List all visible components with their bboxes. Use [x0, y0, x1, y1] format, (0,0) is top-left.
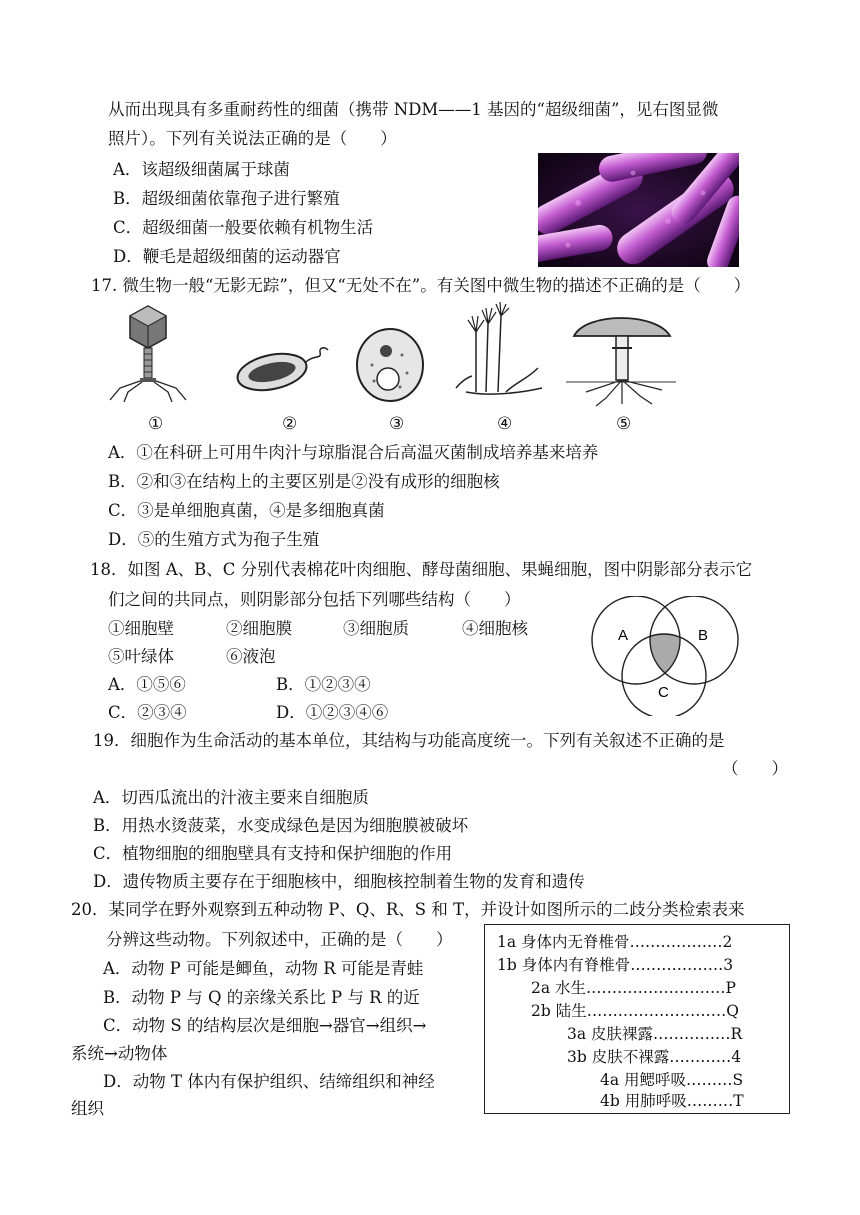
- bacteriophage-figure: [106, 304, 191, 404]
- yeast-cell-figure: [352, 325, 428, 405]
- mushroom-figure: [566, 308, 676, 408]
- q18-structure-1: ①细胞壁: [108, 619, 174, 638]
- key-line-1a: 1a 身体内无脊椎骨………………2: [497, 933, 733, 951]
- q16-option-b: B．超级细菌依靠孢子进行繁殖: [113, 189, 340, 208]
- q20-stem-line1: 20．某同学在野外观察到五种动物 P、Q、R、S 和 T，并设计如图所示的二歧分类检索表来: [71, 900, 745, 919]
- q19-stem: 19．细胞作为生命活动的基本单位，其结构与功能高度统一。下列有关叙述不正确的是: [93, 731, 725, 750]
- q20-option-c-line1: C．动物 S 的结构层次是细胞→器官→组织→: [103, 1016, 427, 1035]
- q18-option-c: C．②③④: [108, 703, 187, 722]
- q16-option-a: A．该超级细菌属于球菌: [113, 160, 290, 179]
- q18-structure-4: ④细胞核: [462, 619, 528, 638]
- mold-figure: [446, 302, 546, 402]
- q16-option-c: C．超级细菌一般要依赖有机物生活: [113, 218, 374, 237]
- q18-structure-5: ⑤叶绿体: [108, 647, 174, 666]
- figure-label-5: ⑤: [616, 414, 632, 434]
- venn-label-c: C: [658, 684, 669, 701]
- q20-option-d-line2: 组织: [71, 1099, 104, 1118]
- key-line-2b: 2b 陆生………………………Q: [531, 1002, 739, 1020]
- q20-option-b: B．动物 P 与 Q 的亲缘关系比 P 与 R 的近: [103, 988, 420, 1007]
- q20-option-a: A．动物 P 可能是鲫鱼，动物 R 可能是青蛙: [103, 959, 424, 978]
- q17-option-d: D．⑤的生殖方式为孢子生殖: [108, 530, 320, 549]
- venn-label-a: A: [618, 627, 629, 644]
- bacterium-figure: [234, 344, 334, 392]
- key-line-2a: 2a 水生………………………P: [531, 979, 736, 997]
- key-line-3a: 3a 皮肤裸露……………R: [567, 1025, 743, 1043]
- q18-structure-2: ②细胞膜: [226, 619, 292, 638]
- q18-option-b: B．①②③④: [276, 675, 371, 694]
- q19-option-d: D．遗传物质主要存在于细胞核中，细胞核控制着生物的发育和遗传: [93, 872, 585, 891]
- q18-structure-6: ⑥液泡: [226, 647, 276, 666]
- q19-option-b: B．用热水烫菠菜，水变成绿色是因为细胞膜被破坏: [93, 816, 469, 835]
- figure-label-4: ④: [497, 414, 513, 434]
- q20-option-c-line2: 系统→动物体: [71, 1044, 168, 1063]
- q19-option-a: A．切西瓜流出的汁液主要来自细胞质: [93, 788, 369, 807]
- dichotomous-key: [484, 924, 790, 1114]
- q17-option-b: B．②和③在结构上的主要区别是②没有成形的细胞核: [108, 472, 500, 491]
- q18-structure-3: ③细胞质: [343, 619, 409, 638]
- key-line-3b: 3b 皮肤不裸露…………4: [567, 1048, 742, 1066]
- q19-bracket: （ ）: [722, 759, 788, 778]
- q20-option-d-line1: D．动物 T 体内有保护组织、结缔组织和神经: [103, 1072, 435, 1091]
- bacteria-micrograph: [538, 153, 739, 267]
- venn-label-b: B: [698, 627, 709, 644]
- q16-intro-line1: 从而出现具有多重耐药性的细菌（携带 NDM——1 基因的“超级细菌”，见右图显微: [108, 100, 719, 119]
- q17-stem: 17. 微生物一般“无影无踪”，但又“无处不在”。有关图中微生物的描述不正确的是（ ）: [91, 276, 751, 295]
- venn-diagram: [584, 596, 746, 716]
- key-line-1b: 1b 身体内有脊椎骨………………3: [497, 956, 734, 974]
- q18-stem-line1: 18．如图 A、B、C 分别代表棉花叶肉细胞、酵母菌细胞、果蝇细胞，图中阴影部分表示它: [90, 560, 753, 579]
- q18-option-d: D．①②③④⑥: [276, 703, 389, 722]
- figure-label-1: ①: [148, 414, 164, 434]
- q20-stem-line2: 分辨这些动物。下列叙述中，正确的是（ ）: [106, 930, 453, 949]
- q18-option-a: A．①⑤⑥: [108, 675, 186, 694]
- key-line-4b: 4b 用肺呼吸………T: [600, 1092, 744, 1110]
- figure-label-3: ③: [389, 414, 405, 434]
- q16-option-d: D．鞭毛是超级细菌的运动器官: [113, 247, 341, 266]
- q17-option-c: C．③是单细胞真菌，④是多细胞真菌: [108, 501, 385, 520]
- figure-label-2: ②: [282, 414, 298, 434]
- q16-intro-line2: 照片）。下列有关说法正确的是（ ）: [108, 129, 397, 148]
- q19-option-c: C．植物细胞的细胞壁具有支持和保护细胞的作用: [93, 844, 453, 863]
- q18-stem-line2: 们之间的共同点，则阴影部分包括下列哪些结构（ ）: [108, 590, 521, 609]
- q17-option-a: A．①在科研上可用牛肉汁与琼脂混合后高温灭菌制成培养基来培养: [108, 443, 599, 462]
- key-line-4a: 4a 用鳃呼吸………S: [600, 1071, 744, 1089]
